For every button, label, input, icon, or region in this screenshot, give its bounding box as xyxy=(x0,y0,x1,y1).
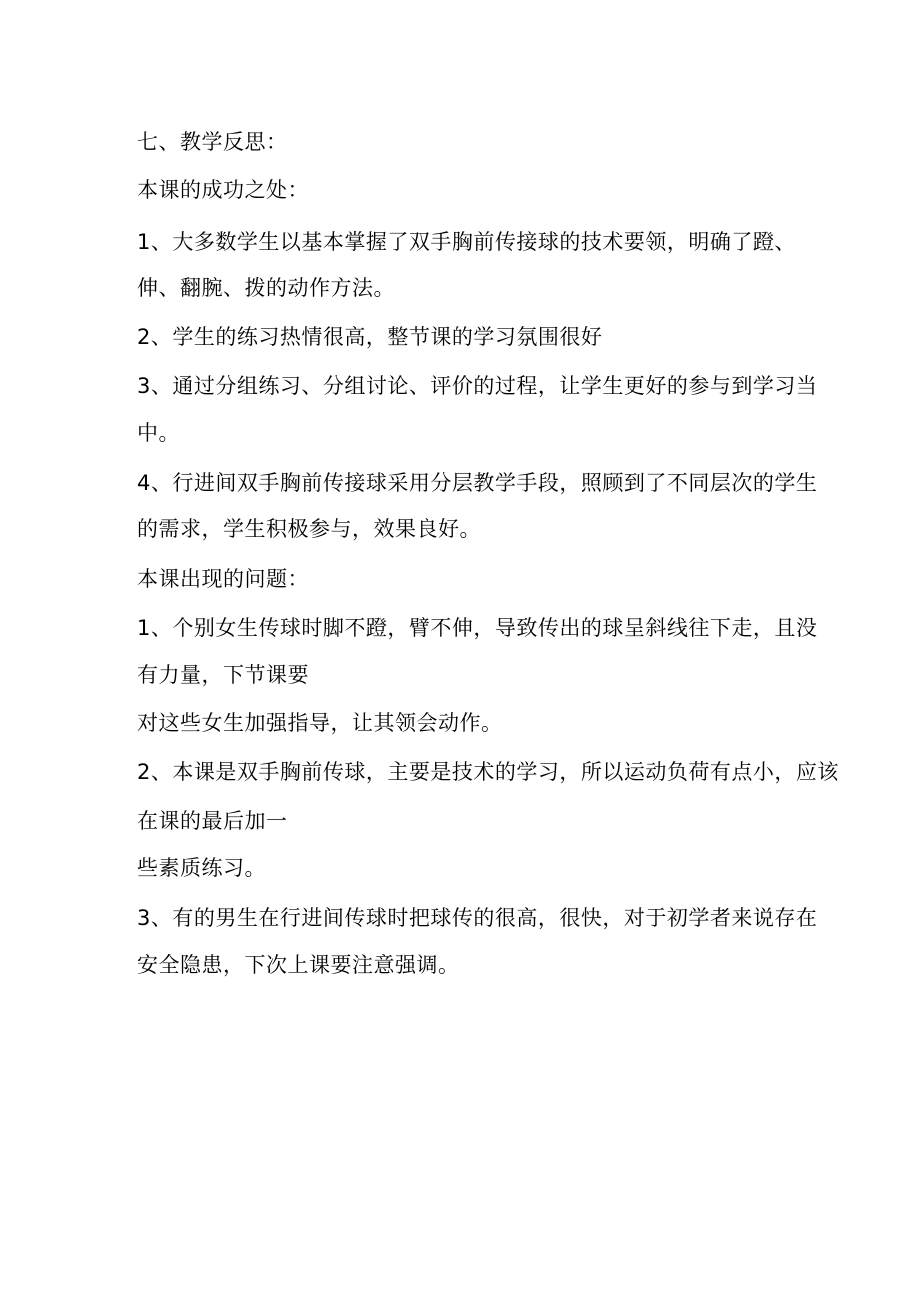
paragraph-line: 3、有的男生在行进间传球时把球传的很高，很快，对于初学者来说存在 xyxy=(137,906,818,930)
paragraph-line: 中。 xyxy=(137,421,180,445)
paragraph-line: 的需求，学生积极参与，效果良好。 xyxy=(137,517,481,541)
paragraph-line: 在课的最后加一 xyxy=(137,809,288,833)
paragraph-line: 对这些女生加强指导，让其领会动作。 xyxy=(137,711,503,735)
paragraph-line: 1、大多数学生以基本掌握了双手胸前传接球的技术要领，明确了蹬、 xyxy=(137,230,796,254)
section-heading: 七、教学反思： xyxy=(137,130,288,154)
paragraph-line: 安全隐患，下次上课要注意强调。 xyxy=(137,953,460,977)
paragraph-line: 伸、翻腕、拨的动作方法。 xyxy=(137,276,395,300)
paragraph-line: 2、本课是双手胸前传球，主要是技术的学习，所以运动负荷有点小，应该 xyxy=(137,760,839,784)
paragraph-line: 4、行进间双手胸前传接球采用分层教学手段，照顾到了不同层次的学生 xyxy=(137,471,818,495)
subheading-problems: 本课出现的问题： xyxy=(137,567,309,591)
paragraph-line: 3、通过分组练习、分组讨论、评价的过程，让学生更好的参与到学习当 xyxy=(137,374,818,398)
subheading-successes: 本课的成功之处： xyxy=(137,178,309,202)
paragraph-line: 1、个别女生传球时脚不蹬，臂不伸，导致传出的球呈斜线往下走，且没 xyxy=(137,616,818,640)
paragraph-line: 2、学生的练习热情很高，整节课的学习氛围很好 xyxy=(137,325,603,349)
paragraph-line: 些素质练习。 xyxy=(137,856,266,880)
paragraph-line: 有力量，下节课要 xyxy=(137,663,309,687)
